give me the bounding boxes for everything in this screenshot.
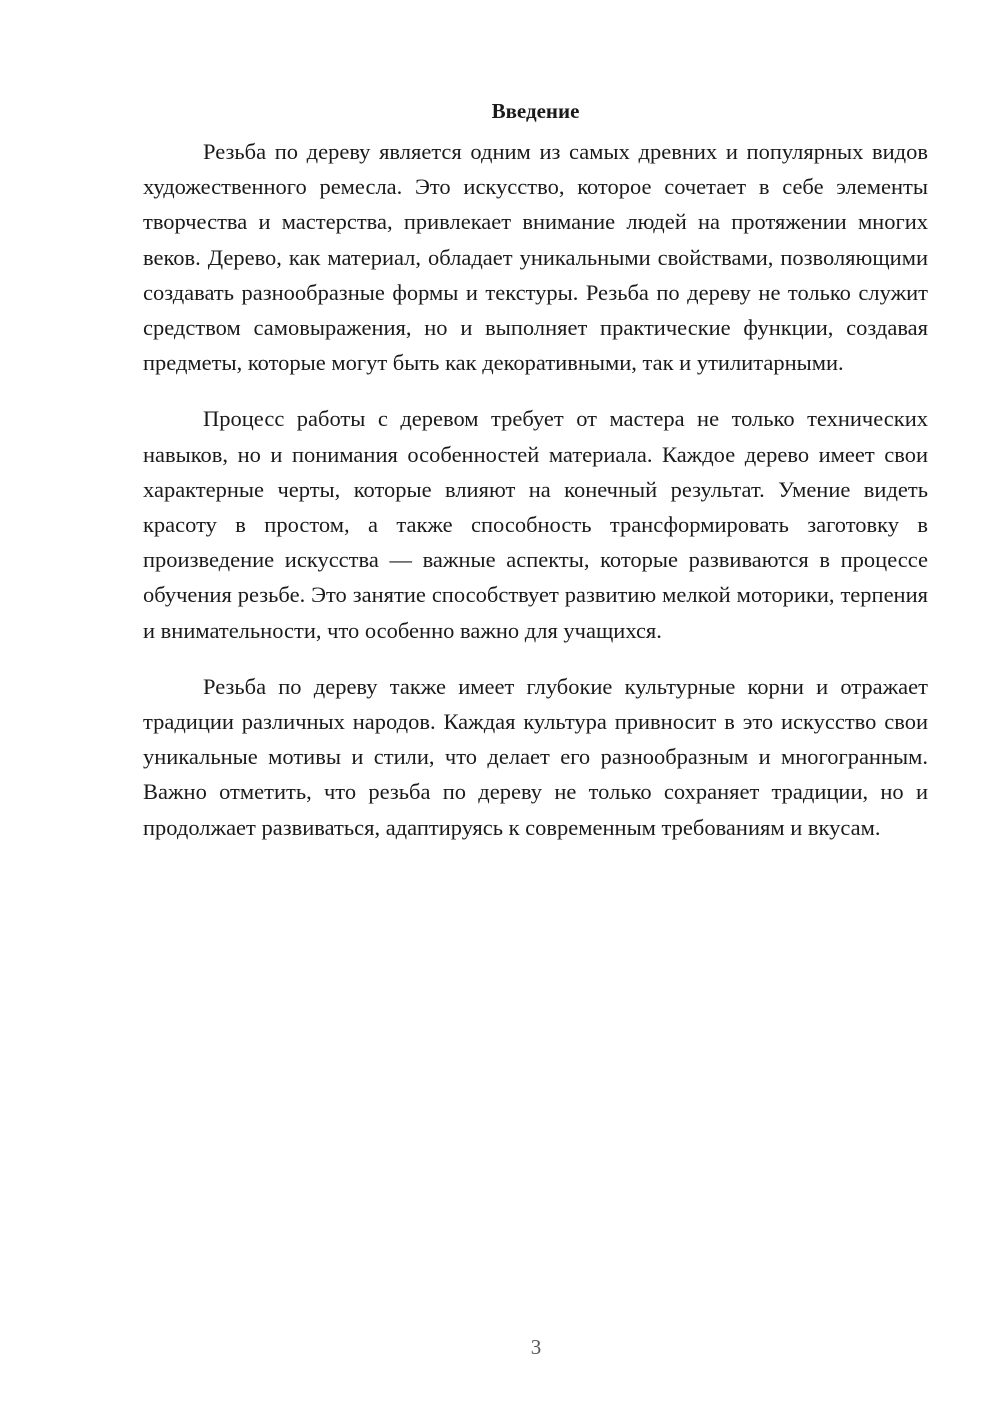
paragraph-3: Резьба по дереву также имеет глубокие культурные корни и отражает традиции различных народов. Каждая культура привносит в это искусство свои уникальные мотивы и стили, что делает его разнообразным и многогранным. Важно отметить, что резьба по дереву не только сохраняет традиции, но и продолжает развиваться, адаптируясь к современным требованиям и вкусам. xyxy=(143,673,928,840)
paragraph-1: Резьба по дереву является одним из самых древних и популярных видов художественного ремесла. Это искусство, которое сочетает в себе элементы творчества и мастерства, привлекает внимание людей на протяжении многих веков. Дерево, как материал, обладает уникальными свойствами, позволяющими создавать разнообразные формы и текстуры. Резьба по дереву не только служит средством самовыражения, но и выполняет практические функции, создавая предметы, которые могут быть как декоративными, так и утилитарными. xyxy=(143,139,928,376)
page-content xyxy=(143,96,928,866)
section-title: Введение xyxy=(491,99,580,123)
paragraph-2: Процесс работы с деревом требует от мастера не только технических навыков, но и понимания особенностей материала. Каждое дерево имеет свои характерные черты, которые влияют на конечный результат. Умение видеть красоту в простом, а также способность трансформировать заготовку в произведение искусства — важные аспекты, которые развиваются в процессе обучения резьбе. Это занятие способствует развитию мелкой моторики, терпения и внимательности, что особенно важно для учащихся. xyxy=(143,406,928,643)
page-number: 3 xyxy=(530,1335,542,1359)
